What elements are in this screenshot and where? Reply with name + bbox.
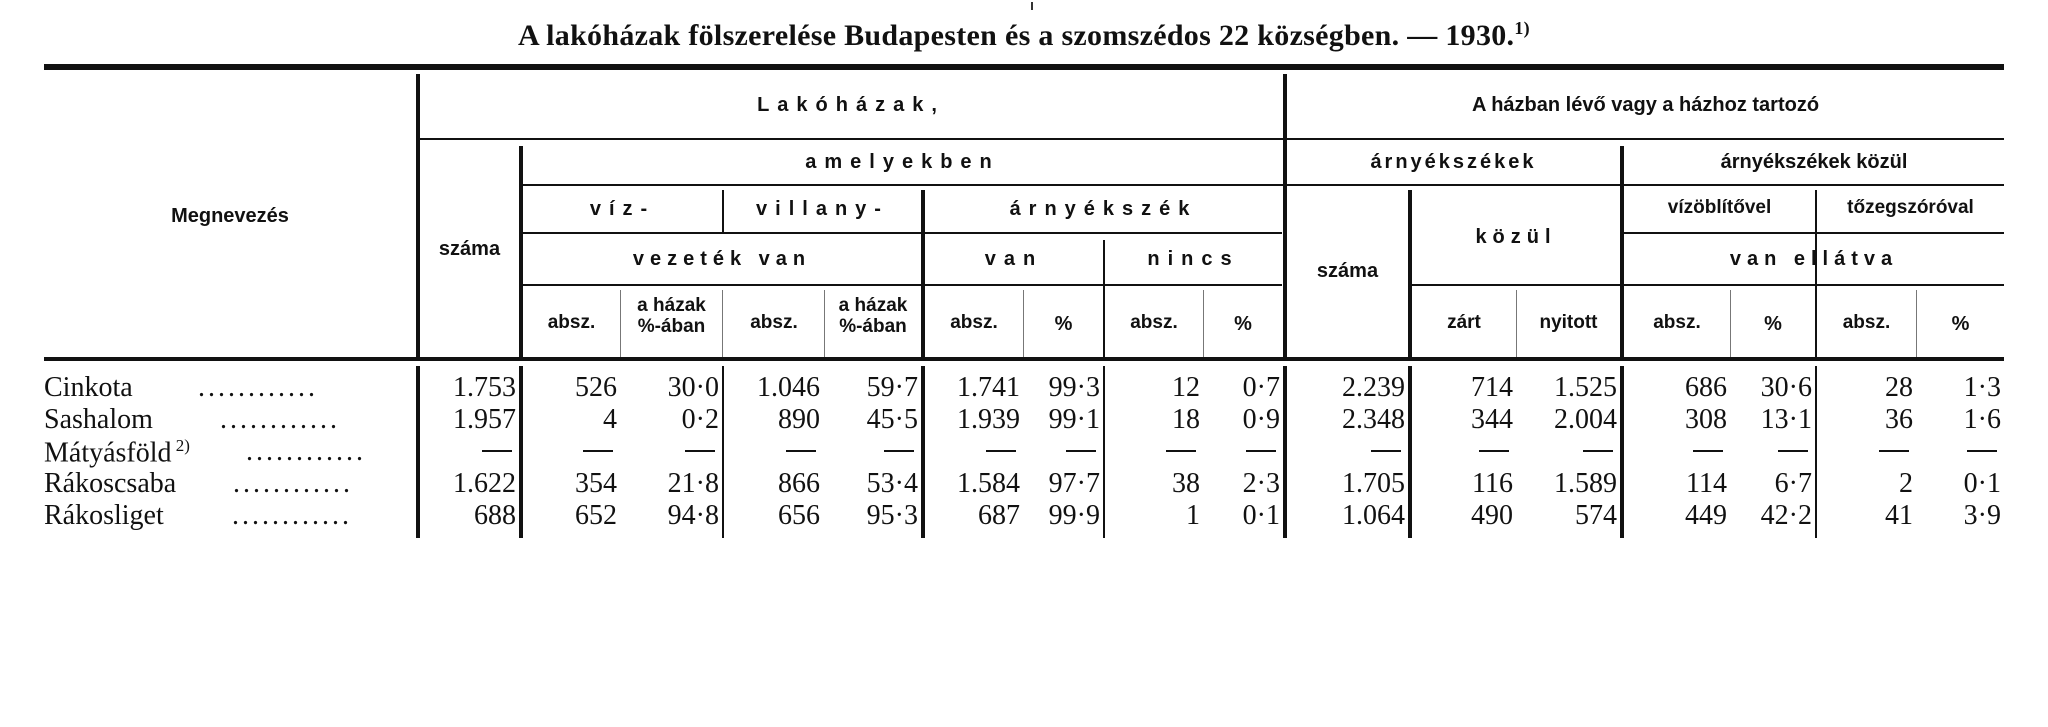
header-hazak-pct-1b: %-ában: [637, 315, 706, 337]
table-cell: 714: [1471, 372, 1513, 403]
table-cell: 0·2: [681, 404, 719, 435]
empty-dash: [1879, 450, 1909, 452]
table-cell: 2·3: [1242, 468, 1280, 499]
header-hazak-pct-2b: %-ában: [839, 315, 907, 337]
header-van-ellatva: van ellátva: [1729, 248, 1899, 270]
body-vline: [1103, 366, 1105, 538]
table-cell: 41: [1885, 500, 1913, 531]
table-cell: 99·3: [1048, 372, 1100, 403]
empty-dash: [1479, 450, 1509, 452]
table-cell: 99·1: [1048, 404, 1100, 435]
table-cell: 2.004: [1554, 404, 1617, 435]
header-lakohazak: Lakóházak,: [757, 94, 945, 116]
table-cell: 687: [978, 500, 1020, 531]
table-cell: 0·1: [1242, 500, 1280, 531]
table-cell: 3·9: [1963, 500, 2001, 531]
empty-dash: [1166, 450, 1196, 452]
table-cell: 53·4: [866, 468, 918, 499]
table-cell: 97·7: [1048, 468, 1100, 499]
table-cell: 30·6: [1760, 372, 1812, 403]
table-title: [0, 18, 2048, 53]
table-cell: 42·2: [1760, 500, 1812, 531]
table-cell: 890: [778, 404, 820, 435]
empty-dash: [583, 450, 613, 452]
empty-dash: [1693, 450, 1723, 452]
table-cell: 490: [1471, 500, 1513, 531]
body-vline: [722, 366, 724, 538]
header-van: van: [984, 248, 1044, 270]
row-name-text: Mátyásföld: [44, 437, 172, 469]
table-cell: 686: [1685, 372, 1727, 403]
header-rule-4a: [522, 284, 1282, 286]
header-pct-4: %: [1951, 313, 1970, 335]
table-cell: 18: [1172, 404, 1200, 435]
table-cell: 1.753: [453, 372, 516, 403]
table-cell: 1·6: [1963, 404, 2001, 435]
empty-dash: [1246, 450, 1276, 452]
table-cell: 354: [575, 468, 617, 499]
row-name-text: Cinkota: [44, 372, 133, 403]
table-cell: 21·8: [667, 468, 719, 499]
header-kozul: közül: [1475, 226, 1557, 248]
body-vline: [519, 366, 523, 538]
header-megnevezes: Megnevezés: [171, 205, 289, 227]
row-name: [44, 500, 164, 532]
top-tick-mark: [1031, 2, 1033, 10]
table-cell: 45·5: [866, 404, 918, 435]
body-vline: [1283, 366, 1287, 538]
table-cell: 656: [778, 500, 820, 531]
row-name-text: Rákoscsaba: [44, 468, 177, 499]
header-tozegszoroval: tőzegszóróval: [1847, 197, 1974, 218]
header-hazban: A házban lévő vagy a házhoz tartozó: [1471, 94, 1820, 116]
header-szama-1: száma: [438, 238, 501, 260]
empty-dash: [1778, 450, 1808, 452]
header-hazak-pct-1: [621, 296, 722, 338]
header-rule-1: [418, 138, 2004, 140]
table-cell: 38: [1172, 468, 1200, 499]
table-cell: 1.064: [1342, 500, 1405, 531]
header-vline-hazban: [1283, 74, 1287, 359]
leader-dots: ............: [198, 372, 318, 403]
header-viz: víz-: [589, 198, 656, 220]
table-cell: 28: [1885, 372, 1913, 403]
table-cell: 95·3: [866, 500, 918, 531]
table-cell: 1.046: [757, 372, 820, 403]
header-zart: zárt: [1447, 312, 1481, 333]
row-name: [44, 468, 176, 500]
empty-dash: [1371, 450, 1401, 452]
table-cell: 114: [1686, 468, 1727, 499]
header-hazak-pct-2: [825, 296, 921, 338]
leader-dots: ............: [246, 436, 366, 467]
top-rule: [44, 64, 2004, 70]
header-vline-a2: [722, 290, 723, 357]
header-pct-2: %: [1234, 313, 1252, 335]
header-absz-4: absz.: [1130, 312, 1178, 333]
table-cell: 1·3: [1963, 372, 2001, 403]
header-arnyekszek: árnyékszék: [1009, 198, 1198, 220]
table-cell: 1.705: [1342, 468, 1405, 499]
body-vline: [1620, 366, 1624, 538]
empty-dash: [685, 450, 715, 452]
table-cell: 1.584: [957, 468, 1020, 499]
table-cell: 1: [1186, 500, 1200, 531]
empty-dash: [884, 450, 914, 452]
header-szama-2: száma: [1316, 260, 1379, 282]
header-vline-name: [416, 74, 420, 359]
header-arnyekszekek: árnyékszékek: [1370, 151, 1537, 173]
header-vizoblitovel: vízöblítővel: [1667, 197, 1772, 218]
table-cell: 652: [575, 500, 617, 531]
table-cell: 688: [474, 500, 516, 531]
header-hazak-pct-2a: a házak: [838, 295, 908, 316]
header-rule-3b: [1624, 232, 2004, 234]
header-nyitott: nyitott: [1539, 312, 1598, 333]
leader-dots: ............: [220, 404, 340, 435]
leader-dots: ............: [233, 468, 353, 499]
table-cell: 1.525: [1554, 372, 1617, 403]
row-name-text: Rákosliget: [44, 500, 164, 531]
table-cell: 449: [1685, 500, 1727, 531]
table-cell: 308: [1685, 404, 1727, 435]
leader-dots: ............: [232, 500, 352, 531]
row-name: [44, 372, 133, 404]
empty-dash: [786, 450, 816, 452]
header-absz-3: absz.: [950, 312, 998, 333]
table-cell: 0·9: [1242, 404, 1280, 435]
table-cell: 116: [1472, 468, 1513, 499]
empty-dash: [1583, 450, 1613, 452]
header-hazak-pct-1a: a házak: [637, 295, 706, 316]
table-cell: 36: [1885, 404, 1913, 435]
header-pct-1: %: [1054, 313, 1073, 335]
table-cell: 2.239: [1342, 372, 1405, 403]
title-text: A lakóházak fölszerelése Budapesten és a szomszédos 22 községben. — 1930.: [518, 19, 1515, 52]
header-rule-2: [522, 184, 2004, 186]
header-nincs: nincs: [1147, 248, 1240, 270]
table-cell: 2: [1899, 468, 1913, 499]
body-vline: [1408, 366, 1412, 538]
header-pct-3: %: [1764, 313, 1782, 335]
table-cell: 94·8: [667, 500, 719, 531]
table-cell: 59·7: [866, 372, 918, 403]
table-cell: 574: [1575, 500, 1617, 531]
body-vline: [416, 366, 420, 538]
table-cell: 1.939: [957, 404, 1020, 435]
body-vline: [921, 366, 925, 538]
header-vezetek-van: vezeték van: [632, 248, 812, 270]
header-absz-5: absz.: [1653, 312, 1701, 333]
row-name: [44, 404, 153, 436]
table-cell: 0·7: [1242, 372, 1280, 403]
header-bottom-rule: [44, 357, 2004, 361]
header-absz-6: absz.: [1842, 312, 1891, 333]
header-villany: villany-: [756, 198, 889, 220]
table-cell: 344: [1471, 404, 1513, 435]
row-footnote: 2): [171, 436, 190, 455]
header-rule-3a: [522, 232, 1282, 234]
table-cell: 4: [603, 404, 617, 435]
row-name: [44, 436, 190, 469]
table-cell: 866: [778, 468, 820, 499]
table-cell: 12: [1172, 372, 1200, 403]
table-cell: 0·1: [1963, 468, 2001, 499]
empty-dash: [986, 450, 1016, 452]
title-footnote: 1): [1514, 18, 1530, 38]
row-name-text: Sashalom: [44, 404, 153, 435]
table-cell: 1.957: [453, 404, 516, 435]
table-cell: 99·9: [1048, 500, 1100, 531]
empty-dash: [1066, 450, 1096, 452]
header-arnyekszekek-kozul: árnyékszékek közül: [1720, 151, 1908, 173]
table-cell: 1.741: [957, 372, 1020, 403]
header-absz-2: absz.: [750, 312, 798, 333]
header-amelyekben: amelyekben: [805, 151, 1000, 173]
table-cell: 30·0: [667, 372, 719, 403]
table-cell: 2.348: [1342, 404, 1405, 435]
table-cell: 1.622: [453, 468, 516, 499]
table-cell: 1.589: [1554, 468, 1617, 499]
empty-dash: [482, 450, 512, 452]
header-rule-4b: [1412, 284, 2004, 286]
table-cell: 13·1: [1760, 404, 1812, 435]
header-absz-1: absz.: [547, 312, 596, 333]
table-cell: 526: [575, 372, 617, 403]
empty-dash: [1967, 450, 1997, 452]
table-cell: 6·7: [1774, 468, 1812, 499]
body-vline: [1815, 366, 1817, 538]
